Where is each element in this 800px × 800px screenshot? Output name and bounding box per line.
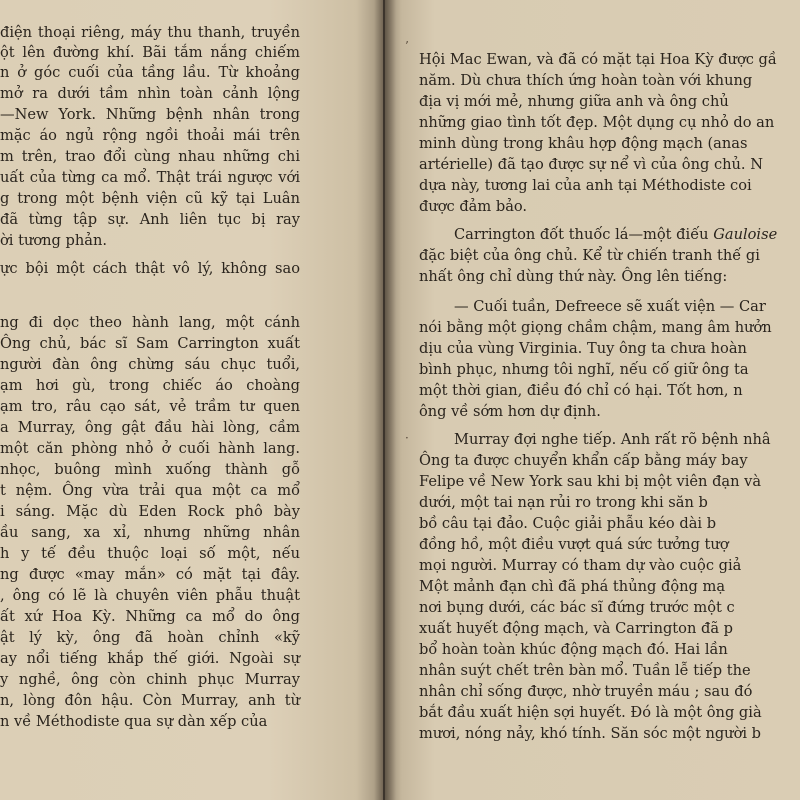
text-line: điện thoại riêng, máy thu thanh, truyền <box>0 24 300 41</box>
text-line: Hội Mac Ewan, và đã có mặt tại Hoa Kỳ được gầ <box>419 51 777 68</box>
text-line: artérielle) đã tạo được sự nể vì của ông chủ. N <box>419 156 763 173</box>
text-line: được đảm bảo. <box>419 198 528 215</box>
text-line: Felipe về New York sau khi bị một viên đạn và <box>419 473 762 490</box>
text-line: năm. Dù chưa thích ứng hoàn toàn với khung <box>419 72 753 89</box>
text-line: mở ra dưới tầm nhìn toàn cảnh lộng <box>0 85 300 102</box>
text-line: mươi, nóng nảy, khó tính. Săn sóc một người b <box>419 725 762 742</box>
text-line: i sáng. Mặc dù Eden Rock phô bày <box>0 503 300 520</box>
text-line: t nệm. Ông vừa trải qua một ca mổ <box>0 482 300 499</box>
text-line: , ông có lẽ là chuyên viên phẫu thuật <box>0 587 300 604</box>
text-line: minh dùng trong khâu hợp động mạch (anas <box>419 135 748 152</box>
text-line: h y tế đều thuộc loại số một, nếu <box>0 545 300 562</box>
text-line: đặc biệt của ông chủ. Kể từ chiến tranh thế gi <box>419 247 760 264</box>
text-line: a Murray, ông gật đầu hài lòng, cầm <box>0 419 300 436</box>
text-line: xuất huyết động mạch, và Carrington đã p <box>419 620 734 637</box>
text-line: nhân chỉ sống được, nhờ truyền máu ; sau đó <box>419 683 753 700</box>
text-line: những giao tình tốt đẹp. Một dụng cụ nhỏ do an <box>419 114 775 131</box>
text-line: ông về sớm hơn dự định. <box>419 403 601 420</box>
text-line: Murray đợi nghe tiếp. Anh rất rõ bệnh nhâ <box>454 431 771 448</box>
text-line: dựa này, tương lai của anh tại Méthodiste coi <box>419 177 752 194</box>
margin-mark: · <box>405 431 409 445</box>
text-line: mặc áo ngủ rộng ngồi thoải mái trên <box>0 127 300 144</box>
text-line: ay nổi tiếng khắp thế giới. Ngoài sự <box>0 650 300 667</box>
text-line: bồ câu tại đảo. Cuộc giải phẫu kéo dài b <box>419 515 717 532</box>
text-line: ng đi dọc theo hành lang, một cánh <box>0 314 300 331</box>
text-line: đã từng tập sự. Anh liên tục bị ray <box>0 211 300 228</box>
text-line: n về Méthodiste qua sự dàn xếp của <box>0 713 268 730</box>
text-line: bình phục, nhưng tôi nghĩ, nếu cố giữ ông ta <box>419 361 749 378</box>
text-line: mọi người. Murray có tham dự vào cuộc giả <box>419 557 742 574</box>
text-line: m trên, trao đổi cùng nhau những chi <box>0 148 300 165</box>
text-line: ật lý kỳ, ông đã hoàn chỉnh «kỹ <box>0 629 300 646</box>
text-line: dưới, một tai nạn rủi ro trong khi săn b <box>419 494 708 511</box>
text-line: nhất ông chỉ dùng thứ này. Ông lên tiếng: <box>419 268 728 285</box>
text-line: ột lên đường khí. Bãi tắm nắng chiếm <box>0 44 300 61</box>
text-line: Carrington đốt thuốc lá—một điếu Gauloise <box>454 226 778 243</box>
text-line: ực bội một cách thật vô lý, không sao <box>0 260 300 277</box>
text-line: một thời gian, điều đó chỉ có hại. Tốt hơn, n <box>419 382 743 399</box>
text-line: địa vị mới mẻ, nhưng giữa anh và ông chủ <box>419 93 729 110</box>
text-line: n ở góc cuối của tầng lầu. Từ khoảng <box>0 64 300 81</box>
text-line: ầu sang, xa xỉ, nhưng những nhân <box>0 524 300 541</box>
text-line: n, lòng đôn hậu. Còn Murray, anh từ <box>0 692 300 709</box>
left-page <box>0 0 383 800</box>
text-line: Ông ta được chuyển khẩn cấp bằng máy bay <box>419 452 748 469</box>
book-gutter <box>374 0 396 800</box>
text-line: ạm hơi gù, trong chiếc áo choàng <box>0 377 300 394</box>
text-line: uất của từng ca mổ. Thật trái ngược với <box>0 169 300 186</box>
right-page <box>385 0 800 800</box>
text-line: ng được «may mắn» có mặt tại đây. <box>0 566 300 583</box>
text-line: bổ hoàn toàn khúc động mạch đó. Hai lần <box>419 641 728 658</box>
text-line: người đàn ông chừng sáu chục tuổi, <box>0 356 300 373</box>
text-line: Ông chủ, bác sĩ Sam Carrington xuất <box>0 335 300 352</box>
text-line: một căn phòng nhỏ ở cuối hành lang. <box>0 440 300 457</box>
text-line: ạm tro, râu cạo sát, vẻ trầm tư quen <box>0 398 300 415</box>
text-line: — Cuối tuần, Defreece sẽ xuất viện — Car <box>454 298 766 315</box>
text-line: dịu của vùng Virginia. Tuy ông ta chưa hoàn <box>419 340 747 357</box>
text-line: đồng hồ, một điều vượt quá sức tưởng tượ <box>419 536 729 553</box>
text-line: bắt đầu xuất hiện sợi huyết. Đó là một ông già <box>419 704 762 721</box>
text-line: ời tương phản. <box>0 232 108 249</box>
text-line: nhọc, buông mình xuống thành gỗ <box>0 461 300 478</box>
text-line: ất xứ Hoa Kỳ. Những ca mổ do ông <box>0 608 300 625</box>
text-line: nơi bụng dưới, các bác sĩ đứng trước một c <box>419 599 735 616</box>
text-line: nói bằng một giọng chầm chậm, mang âm hưởn <box>419 319 772 336</box>
text-line: nhân suýt chết trên bàn mổ. Tuần lễ tiếp the <box>419 662 751 679</box>
text-line: y nghề, ông còn chinh phục Murray <box>0 671 300 688</box>
text-line: —New York. Những bệnh nhân trong <box>0 106 300 123</box>
text-line: g trong một bệnh viện cũ kỹ tại Luân <box>0 190 300 207</box>
text-line: Một mảnh đạn chì đã phá thủng động mạ <box>419 578 726 595</box>
margin-mark: ’ <box>405 39 409 53</box>
